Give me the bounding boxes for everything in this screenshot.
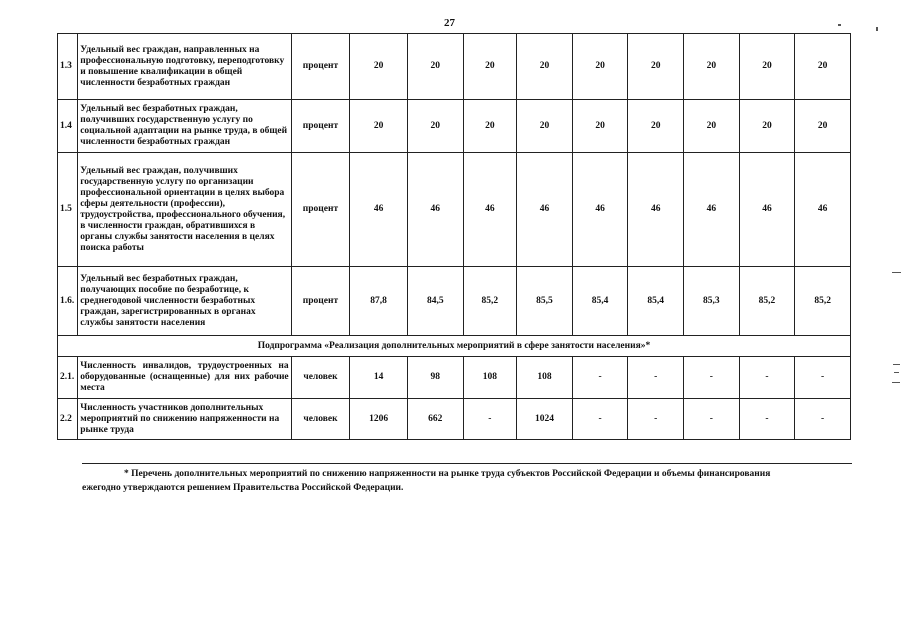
scan-artifact bbox=[892, 382, 900, 383]
indicator-value: 46 bbox=[739, 153, 795, 267]
table-row bbox=[58, 267, 851, 336]
indicator-value: 20 bbox=[684, 100, 740, 153]
indicator-value: - bbox=[684, 399, 740, 440]
indicator-value: - bbox=[572, 399, 628, 440]
indicator-description: Удельный вес граждан, направленных на профессиональную подготовку, переподготовку и повышение квалификации в общей численности безработных граждан bbox=[78, 34, 291, 100]
indicator-value: 87,8 bbox=[350, 267, 408, 336]
indicator-value: 85,5 bbox=[517, 267, 573, 336]
footnote bbox=[82, 463, 852, 495]
indicator-value: 46 bbox=[350, 153, 408, 267]
indicator-value: - bbox=[795, 399, 851, 440]
footnote-line-1: * Перечень дополнительных мероприятий по снижению напряженности на рынке труда субъектов Российской Федерации и объемы финансирования bbox=[124, 469, 771, 479]
indicator-value: 20 bbox=[463, 34, 517, 100]
indicator-value: - bbox=[795, 357, 851, 399]
indicator-value: 46 bbox=[572, 153, 628, 267]
indicator-value: - bbox=[572, 357, 628, 399]
table-row bbox=[58, 34, 851, 100]
indicator-value: 46 bbox=[517, 153, 573, 267]
unit-of-measure: процент bbox=[291, 100, 350, 153]
table-row bbox=[58, 153, 851, 267]
unit-of-measure: процент bbox=[291, 34, 350, 100]
indicator-value: 46 bbox=[463, 153, 517, 267]
indicator-value: 20 bbox=[572, 34, 628, 100]
indicator-value: 662 bbox=[407, 399, 463, 440]
unit-of-measure: человек bbox=[291, 357, 350, 399]
unit-of-measure: человек bbox=[291, 399, 350, 440]
indicator-description: Численность участников дополнительных мероприятий по снижению напряженности на рынке труда bbox=[78, 399, 291, 440]
subprogram-title: Подпрограмма «Реализация дополнительных мероприятий в сфере занятости населения»* bbox=[58, 336, 851, 357]
indicator-value: 20 bbox=[407, 34, 463, 100]
footnote-line-2: ежегодно утверждаются решением Правительства Российской Федерации. bbox=[82, 483, 404, 493]
indicator-value: 14 bbox=[350, 357, 408, 399]
indicator-value: - bbox=[684, 357, 740, 399]
indicator-value: 20 bbox=[350, 100, 408, 153]
row-number: 1.5 bbox=[58, 153, 78, 267]
scan-artifact bbox=[894, 372, 899, 373]
indicator-value: 20 bbox=[517, 34, 573, 100]
table-row bbox=[58, 399, 851, 440]
indicator-value: 20 bbox=[628, 34, 684, 100]
indicator-value: 20 bbox=[517, 100, 573, 153]
indicator-value: 84,5 bbox=[407, 267, 463, 336]
indicator-value: 85,4 bbox=[572, 267, 628, 336]
indicator-value: 20 bbox=[795, 34, 851, 100]
indicator-value: 85,3 bbox=[684, 267, 740, 336]
indicator-value: 46 bbox=[628, 153, 684, 267]
scan-artifact bbox=[893, 364, 900, 365]
indicator-value: 1206 bbox=[350, 399, 408, 440]
indicators-table bbox=[57, 33, 851, 440]
row-number: 2.2 bbox=[58, 399, 78, 440]
indicator-value: 20 bbox=[350, 34, 408, 100]
indicator-value: 20 bbox=[463, 100, 517, 153]
scan-artifact bbox=[838, 24, 841, 26]
row-number: 1.3 bbox=[58, 34, 78, 100]
row-number: 1.6. bbox=[58, 267, 78, 336]
indicator-value: 108 bbox=[463, 357, 517, 399]
indicator-value: 20 bbox=[739, 34, 795, 100]
indicator-value: 85,2 bbox=[739, 267, 795, 336]
scan-artifact bbox=[892, 272, 901, 273]
indicator-value: - bbox=[628, 357, 684, 399]
indicator-value: 46 bbox=[407, 153, 463, 267]
indicator-value: 85,4 bbox=[628, 267, 684, 336]
scan-artifact bbox=[876, 27, 878, 31]
indicator-value: 20 bbox=[628, 100, 684, 153]
indicator-description: Удельный вес граждан, получивших государственную услугу по организации профессиональной ориентации в целях выбора сферы деятельности (профессии), трудоустройства, профессионального обучения, в численности граждан, обратившихся в органы службы занятости населения в целях поиска работы bbox=[78, 153, 291, 267]
indicator-value: 85,2 bbox=[463, 267, 517, 336]
indicator-value: - bbox=[739, 357, 795, 399]
indicator-value: - bbox=[628, 399, 684, 440]
indicator-value: 20 bbox=[795, 100, 851, 153]
indicator-description: Численность инвалидов, трудоустроенных на оборудованные (оснащенные) для них рабочие места bbox=[78, 357, 291, 399]
indicator-value: 20 bbox=[739, 100, 795, 153]
indicator-value: 1024 bbox=[517, 399, 573, 440]
indicator-description: Удельный вес безработных граждан, получивших государственную услугу по социальной адаптации на рынке труда, в общей численности безработных граждан bbox=[78, 100, 291, 153]
indicator-value: 85,2 bbox=[795, 267, 851, 336]
indicator-value: 98 bbox=[407, 357, 463, 399]
table-row bbox=[58, 100, 851, 153]
indicator-value: 46 bbox=[684, 153, 740, 267]
table-row bbox=[58, 357, 851, 399]
indicator-value: 46 bbox=[795, 153, 851, 267]
page-number: 27 bbox=[444, 17, 455, 29]
indicator-value: 20 bbox=[407, 100, 463, 153]
unit-of-measure: процент bbox=[291, 267, 350, 336]
indicator-value: 108 bbox=[517, 357, 573, 399]
subprogram-row bbox=[58, 336, 851, 357]
indicator-value: 20 bbox=[684, 34, 740, 100]
indicator-value: 20 bbox=[572, 100, 628, 153]
indicator-value: - bbox=[463, 399, 517, 440]
indicator-description: Удельный вес безработных граждан, получающих пособие по безработице, к среднегодовой численности безработных граждан, зарегистрированных в органах службы занятости населения bbox=[78, 267, 291, 336]
row-number: 1.4 bbox=[58, 100, 78, 153]
indicator-value: - bbox=[739, 399, 795, 440]
row-number: 2.1. bbox=[58, 357, 78, 399]
unit-of-measure: процент bbox=[291, 153, 350, 267]
